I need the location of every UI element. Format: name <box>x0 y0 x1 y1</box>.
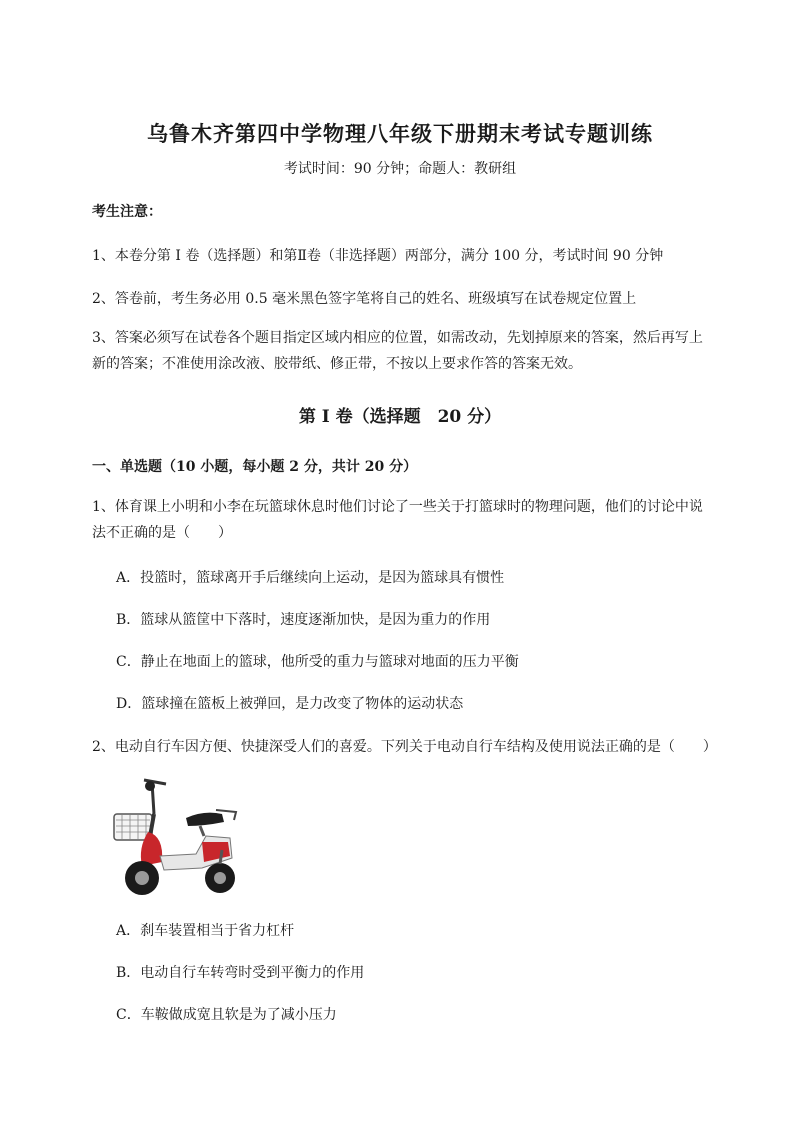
notice-item-1: 1、本卷分第 I 卷（选择题）和第Ⅱ卷（非选择题）两部分，满分 100 分，考试时间 90 分钟 <box>92 248 664 264</box>
question-2-stem: 2、电动自行车因方便、快捷深受人们的喜爱。下列关于电动自行车结构及使用说法正确的是（ ） <box>92 739 717 755</box>
notice-item-2: 2、答卷前，考生务必用 0.5 毫米黑色签字笔将自己的姓名、班级填写在试卷规定位置上 <box>92 291 637 307</box>
question-2-option-c: C．车鞍做成宽且软是为了减小压力 <box>116 1007 337 1023</box>
question-2-option-a: A．刹车装置相当于省力杠杆 <box>116 923 295 939</box>
section-title: 第 I 卷（选择题 20 分） <box>298 407 502 427</box>
question-2-option-b: B．电动自行车转弯时受到平衡力的作用 <box>116 965 365 981</box>
question-1-stem: 1、体育课上小明和小李在玩篮球休息时他们讨论了一些关于打篮球时的物理问题，他们的讨论中说法不正确的是（ ） <box>92 499 703 541</box>
exam-subtitle: 考试时间：90 分钟；命题人：教研组 <box>283 161 517 177</box>
part-heading: 一、单选题（10 小题，每小题 2 分，共计 20 分） <box>92 459 418 475</box>
question-1-option-a: A．投篮时，篮球离开手后继续向上运动，是因为篮球具有惯性 <box>116 570 505 586</box>
notice-heading: 考生注意： <box>92 204 162 220</box>
notice-item-3: 3、答案必须写在试卷各个题目指定区域内相应的位置，如需改动，先划掉原来的答案，然后再写上新的答案；不准使用涂改液、胶带纸、修正带，不按以上要求作答的答案无效。 <box>92 330 703 372</box>
exam-title: 乌鲁木齐第四中学物理八年级下册期末考试专题训练 <box>147 121 653 146</box>
question-1-option-d: D．篮球撞在篮板上被弹回，是力改变了物体的运动状态 <box>116 696 464 712</box>
electric-scooter-image <box>104 770 244 900</box>
question-1-option-c: C．静止在地面上的篮球，他所受的重力与篮球对地面的压力平衡 <box>116 654 519 670</box>
question-1-option-b: B．篮球从篮筐中下落时，速度逐渐加快，是因为重力的作用 <box>116 612 491 628</box>
